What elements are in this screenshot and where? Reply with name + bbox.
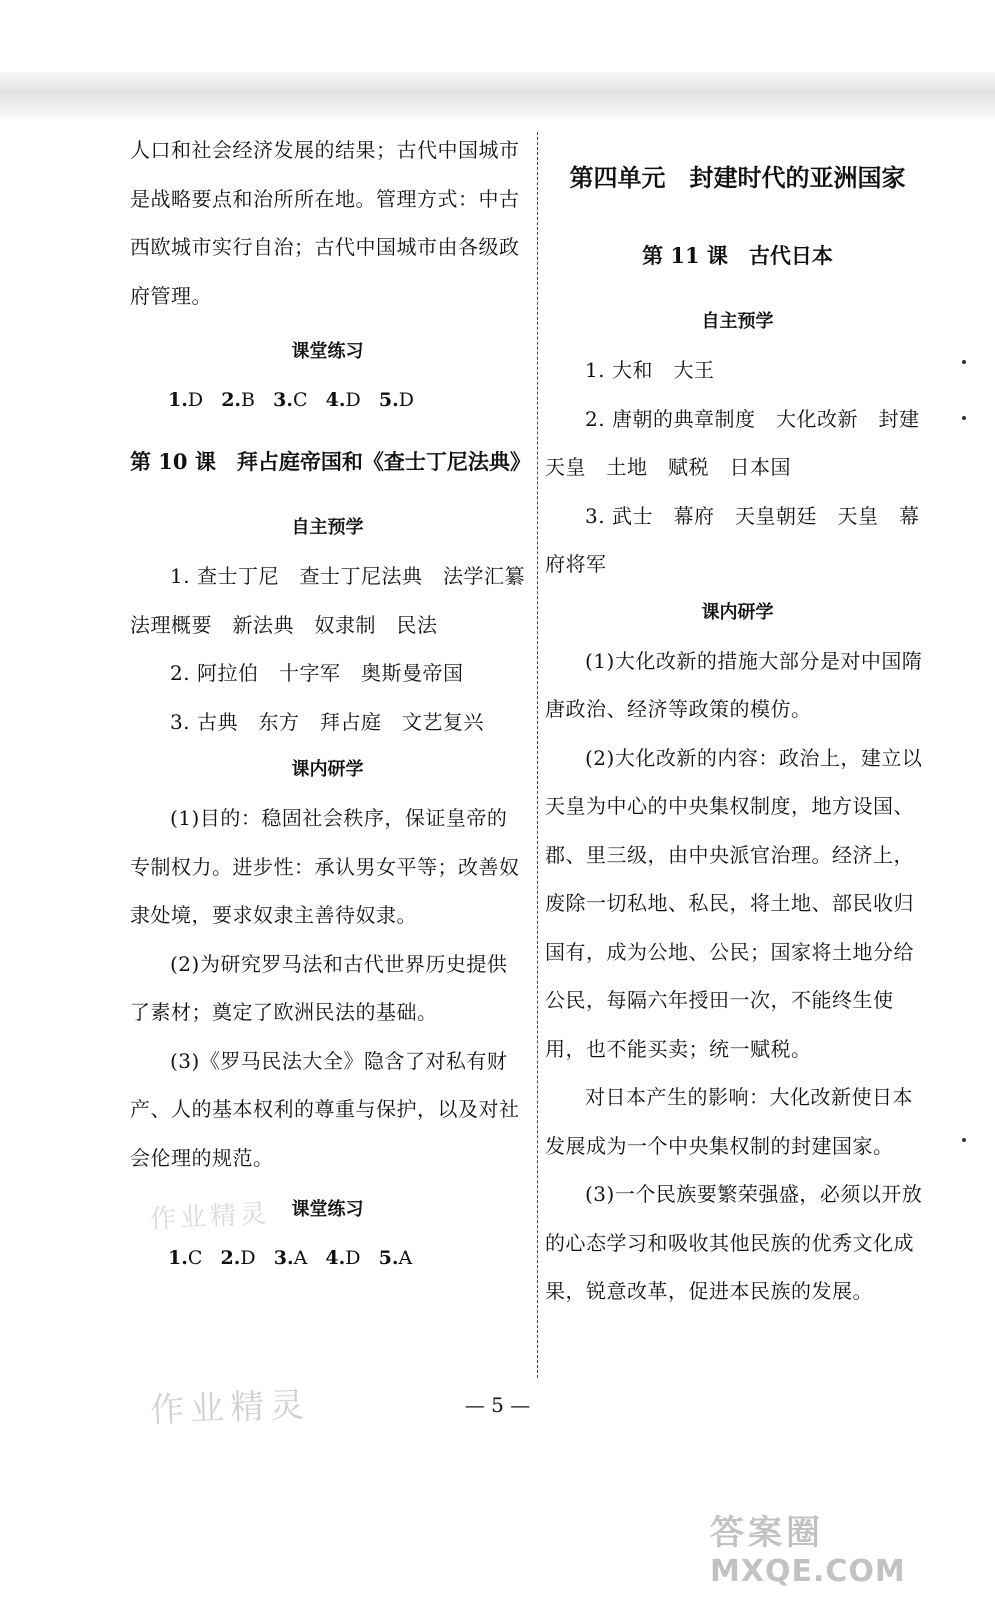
watermark-logo-url: MXQE.COM [710,1554,906,1589]
research-item: (2)为研究罗马法和古代世界历史提供了素材；奠定了欧洲民法的基础。 [130,951,508,1024]
lesson-title: 第 10 课 拜占庭帝国和《查士丁尼法典》 [130,449,531,474]
watermark-logo [710,1505,906,1589]
research-item: (3)《罗马民法大全》隐含了对私有财产、人的基本权利的尊重与保护，以及对社会伦理的规范。 [130,1048,520,1170]
practice-heading: 课堂练习 [291,341,364,362]
research-item: 对日本产生的影响：大化改新使日本发展成为一个中央集权制的封建国家。 [545,1085,913,1158]
watermark-text: 作业精灵 [149,1385,311,1431]
unit-title: 第四单元 封建时代的亚洲国家 [569,163,906,192]
research-heading: 课内研学 [291,759,364,780]
research-item: (1)目的：稳固社会秩序，保证皇帝的专制权力。进步性：承认男女平等；改善奴隶处境，要求奴隶主善待奴隶。 [130,806,520,927]
scan-speck [962,416,966,420]
page-number: — 5 — [464,1393,531,1417]
preview-item: 1. 大和 大王 [585,358,715,382]
intro-paragraph: 人口和社会经济发展的结果；古代中国城市是战略要点和治所所在地。管理方式：中古西欧城市实行自治；古代中国城市由各级政府管理。 [130,138,520,308]
research-item: (2)大化改新的内容：政治上，建立以天皇为中心的中央集权制度，地方设国、郡、里三级，由中央派官治理。经济上，废除一切私地、私民，将土地、部民收归国有，成为公地、公民；国家将土地分给公民，每隔六年授田一次，不能终生使用，也不能买卖；统一赋税。 [545,745,923,1061]
scan-speck [962,360,966,364]
scan-shadow-band [0,72,995,118]
lesson-title: 第 11 课 古代日本 [642,243,833,268]
research-item: (1)大化改新的措施大部分是对中国隋唐政治、经济等政策的模仿。 [545,648,923,721]
preview-heading: 自主预学 [701,311,774,332]
preview-item: 2. 唐朝的典章制度 大化改新 封建 天皇 土地 赋税 日本国 [545,406,940,479]
research-heading: 课内研学 [701,601,774,623]
watermark-text: 作业精灵 [149,1198,271,1236]
watermark-logo-text: 答案圈 [710,1513,824,1553]
preview-item: 1. 查士丁尼 查士丁尼法典 法学汇纂 法理概要 新法典 奴隶制 民法 [130,564,546,637]
column-divider [537,132,538,1378]
preview-item: 3. 古典 东方 拜占庭 文艺复兴 [170,709,484,734]
practice-heading: 课堂练习 [291,1199,364,1220]
research-item: (3)一个民族要繁荣强盛，必须以开放的心态学习和吸收其他民族的优秀文化成果，锐意改革，促进本民族的发展。 [545,1182,923,1303]
preview-item: 3. 武士 幕府 天皇朝廷 天皇 幕府将军 [545,503,920,576]
scan-speck [962,1138,966,1142]
answer-row: 1.C 2.D 3.A 4.D 5.A [168,1247,413,1269]
left-column [130,126,546,1282]
preview-item: 2. 阿拉伯 十字军 奥斯曼帝国 [170,661,464,685]
answer-row: 1.D 2.B 3.C 4.D 5.D [168,389,414,411]
right-column [545,126,940,1316]
preview-heading: 自主预学 [291,517,364,538]
